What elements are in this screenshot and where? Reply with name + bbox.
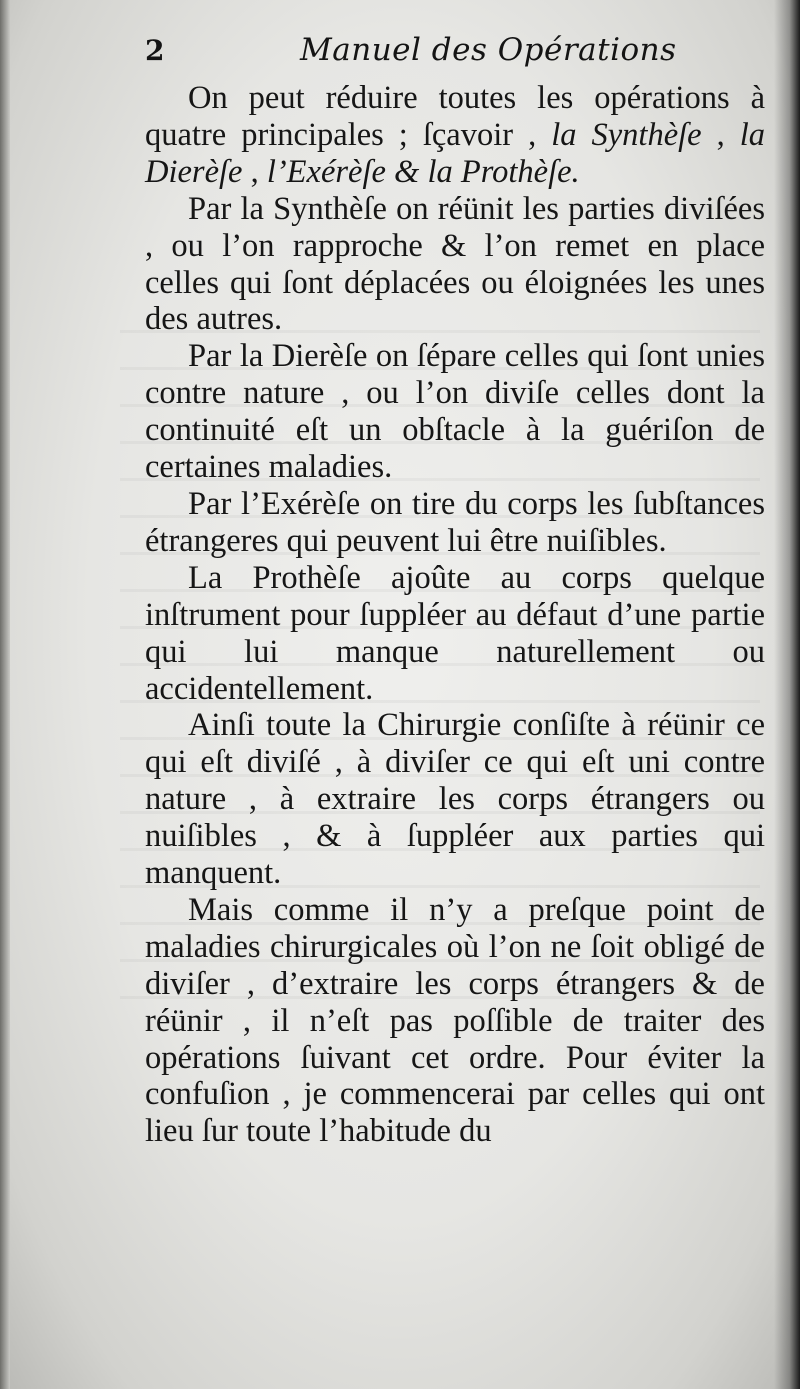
- paragraph-7: Mais comme il n’y a preſque point de maladies chirurgicales où l’on ne ſoit obligé de diviſer , d’extraire les corps étrangers & de réünir , il n’eſt pas poſſible de traiter des opérations ſuivant cet ordre. Pour éviter la confuſion , je commencerai par celles qui ont lieu ſur toute l’habitude du: [145, 891, 765, 1150]
- page-number: 2: [145, 34, 165, 67]
- paragraph-3: Par la Dierèſe on ſépare celles qui ſont unies contre nature , ou l’on diviſe celles dont la continuité eſt un obſtacle à la guériſon de certaines maladies.: [145, 338, 765, 486]
- separator-3: &: [385, 153, 428, 190]
- page-right-edge: [774, 0, 800, 1389]
- body-text: [145, 80, 765, 1150]
- separator-2: ,: [242, 153, 267, 190]
- paragraph-4: Par l’Exérèſe on tire du corps les ſubſtances étrangeres qui peuvent lui être nuiſibles.: [145, 485, 765, 559]
- paragraph-1-intro: On peut réduire toutes les opérations à quatre principales ; ſçavoir ,: [145, 80, 765, 153]
- term-synthese: la Synthèſe: [551, 116, 702, 153]
- page-header: [145, 28, 765, 78]
- separator-1: ,: [701, 116, 740, 153]
- running-title: Manuel des Opérations: [300, 32, 677, 68]
- paragraph-2: Par la Synthèſe on réünit les parties diviſées , ou l’on rapproche & l’on remet en place celles qui ſont déplacées ou éloignées les unes des autres.: [145, 190, 765, 338]
- paragraph-6: Ainſi toute la Chirurgie conſiſte à réünir ce qui eſt diviſé , à diviſer ce qui eſt uni contre nature , à extraire les corps étrangers ou nuiſibles , & à ſuppléer aux parties qui manquent.: [145, 707, 765, 892]
- paragraph-5: La Prothèſe ajoûte au corps quelque inſtrument pour ſuppléer au défaut d’une partie qui lui manque naturellement ou accidentellement.: [145, 559, 765, 707]
- term-dierese: la Dierèſe: [145, 116, 765, 190]
- term-exerese: l’Exérèſe: [266, 153, 386, 190]
- term-prothese: la Prothèſe.: [427, 153, 580, 190]
- paragraph-1: [145, 80, 765, 191]
- page-left-edge: [0, 0, 10, 1389]
